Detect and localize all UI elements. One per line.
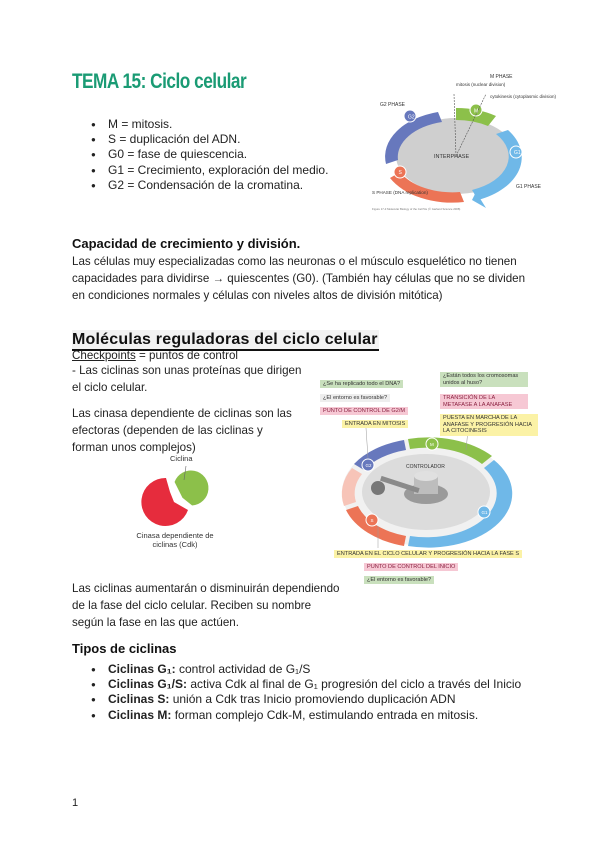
entrada-ciclo-tag: ENTRADA EN EL CICLO CELULAR Y PROGRESIÓN HACIA LA FASE S [334,550,522,558]
capacidad-text: Las células muy especializadas como las neuronas o el músculo esquelético no tienen capacidades para dividirse → quiescentes (G0). (También hay células que no se dividen en condiciones normales y células con niveles altos de división mitótica) [72,255,526,302]
cell-cycle-diagram [368,68,558,214]
controlador-label: CONTROLADOR [406,464,445,470]
list-item: ● G1 = Crecimiento, exploración del medio. [72,163,372,178]
interphase-label: INTERPHASE [434,154,470,160]
moleculas-heading: Moléculas reguladoras del ciclo celular [72,330,379,351]
capacidad-heading: Capacidad de crecimiento y división. [72,236,301,251]
phase-list [72,117,372,193]
s-phase-label: S PHASE (DNA replication) [372,190,428,195]
ciclinas-line: - Las ciclinas son unas proteínas que dirigen el ciclo celular. [72,364,302,394]
page-number: 1 [72,797,79,809]
punto-inicio-tag: PUNTO DE CONTROL DEL INICIO [364,563,458,571]
q-cromosomas-tag: ¿Están todos los cromosomas unidos al huso? [440,372,528,387]
figure-caption: Figure 17-3 Molecular Biology of the Cell 5/e (© Garland Science 2008) [372,207,461,211]
punto-g2m-tag: PUNTO DE CONTROL DE G2/M [320,407,408,415]
cdk-label: Cinasa dependiente de ciclinas (Cdk) [136,531,214,549]
tipos-list [72,662,542,723]
m-phase-label: M PHASE [490,74,513,80]
m-label: M [474,108,479,115]
cytokinesis-label: cytokinesis (cytoplasmic division) [490,94,557,99]
list-item: ● Ciclinas G₁/S: activa Cdk al final de G₁ progresión del ciclo a través del Inicio [72,677,542,692]
g1-label: G1 [514,150,521,156]
ciclina-shape [174,470,209,506]
q-replicado-tag: ¿Se ha replicado todo el DNA? [320,380,403,388]
list-item: ● Ciclinas M: forman complejo Cdk-M, estimulando entrada en mitosis. [72,708,542,723]
checkpoints-term: Checkpoints [72,349,136,362]
control-diagram [318,370,536,592]
page-title: TEMA 15: Ciclo celular [72,70,247,93]
mitosis-label: mitosis (nuclear division) [456,82,506,87]
ctrl-g2-label: G2 [365,463,372,468]
list-item: ● Ciclinas G₁: control actividad de G₁/S [72,662,542,677]
checkpoints-def: = puntos de control [135,349,238,362]
list-item: ● S = duplicación del ADN. [72,132,372,147]
entrada-mitosis-tag: ENTRADA EN MITOSIS [342,420,408,428]
ctrl-g1-label: G1 [481,510,488,515]
list-item: ● G2 = Condensación de la cromatina. [72,178,372,193]
tipos-heading: Tipos de ciclinas [72,641,177,656]
list-item: ● M = mitosis. [72,117,372,132]
ciclinas-aumentaran-line: Las ciclinas aumentarán o disminuirán dependiendo de la fase del ciclo celular. Reciben su nombre según la fase en las que actúen. [72,582,340,629]
list-item: ● G0 = fase de quiescencia. [72,147,372,162]
ctrl-s-label: S [370,518,374,523]
q-entorno-g2-tag: ¿El entorno es favorable? [320,394,390,402]
puesta-marcha-tag: PUESTA EN MARCHA DE LA ANAFASE Y PROGRESIÓN HACIA LA CITOCINESIS [440,414,538,436]
g2-phase-label: G2 PHASE [380,102,406,108]
cell-cycle-svg [368,68,558,214]
ciclina-label: Ciclina [170,454,193,463]
s-label: S [398,170,402,176]
ctrl-m-label: M [430,442,434,447]
g1-phase-label: G1 PHASE [516,184,542,190]
cdk-diagram [130,452,220,556]
list-item: ● Ciclinas S: unión a Cdk tras Inicio promoviendo duplicación ADN [72,692,542,707]
g2-label: G2 [408,114,415,121]
transicion-tag: TRANSICIÓN DE LA METAFASE A LA ANAFASE [440,394,528,409]
q-entorno-g1-tag: ¿El entorno es favorable? [364,576,434,584]
cinasa-line: Las cinasa dependiente de ciclinas son las efectoras (dependen de las ciclinas y forman unos complejos) [72,407,292,454]
